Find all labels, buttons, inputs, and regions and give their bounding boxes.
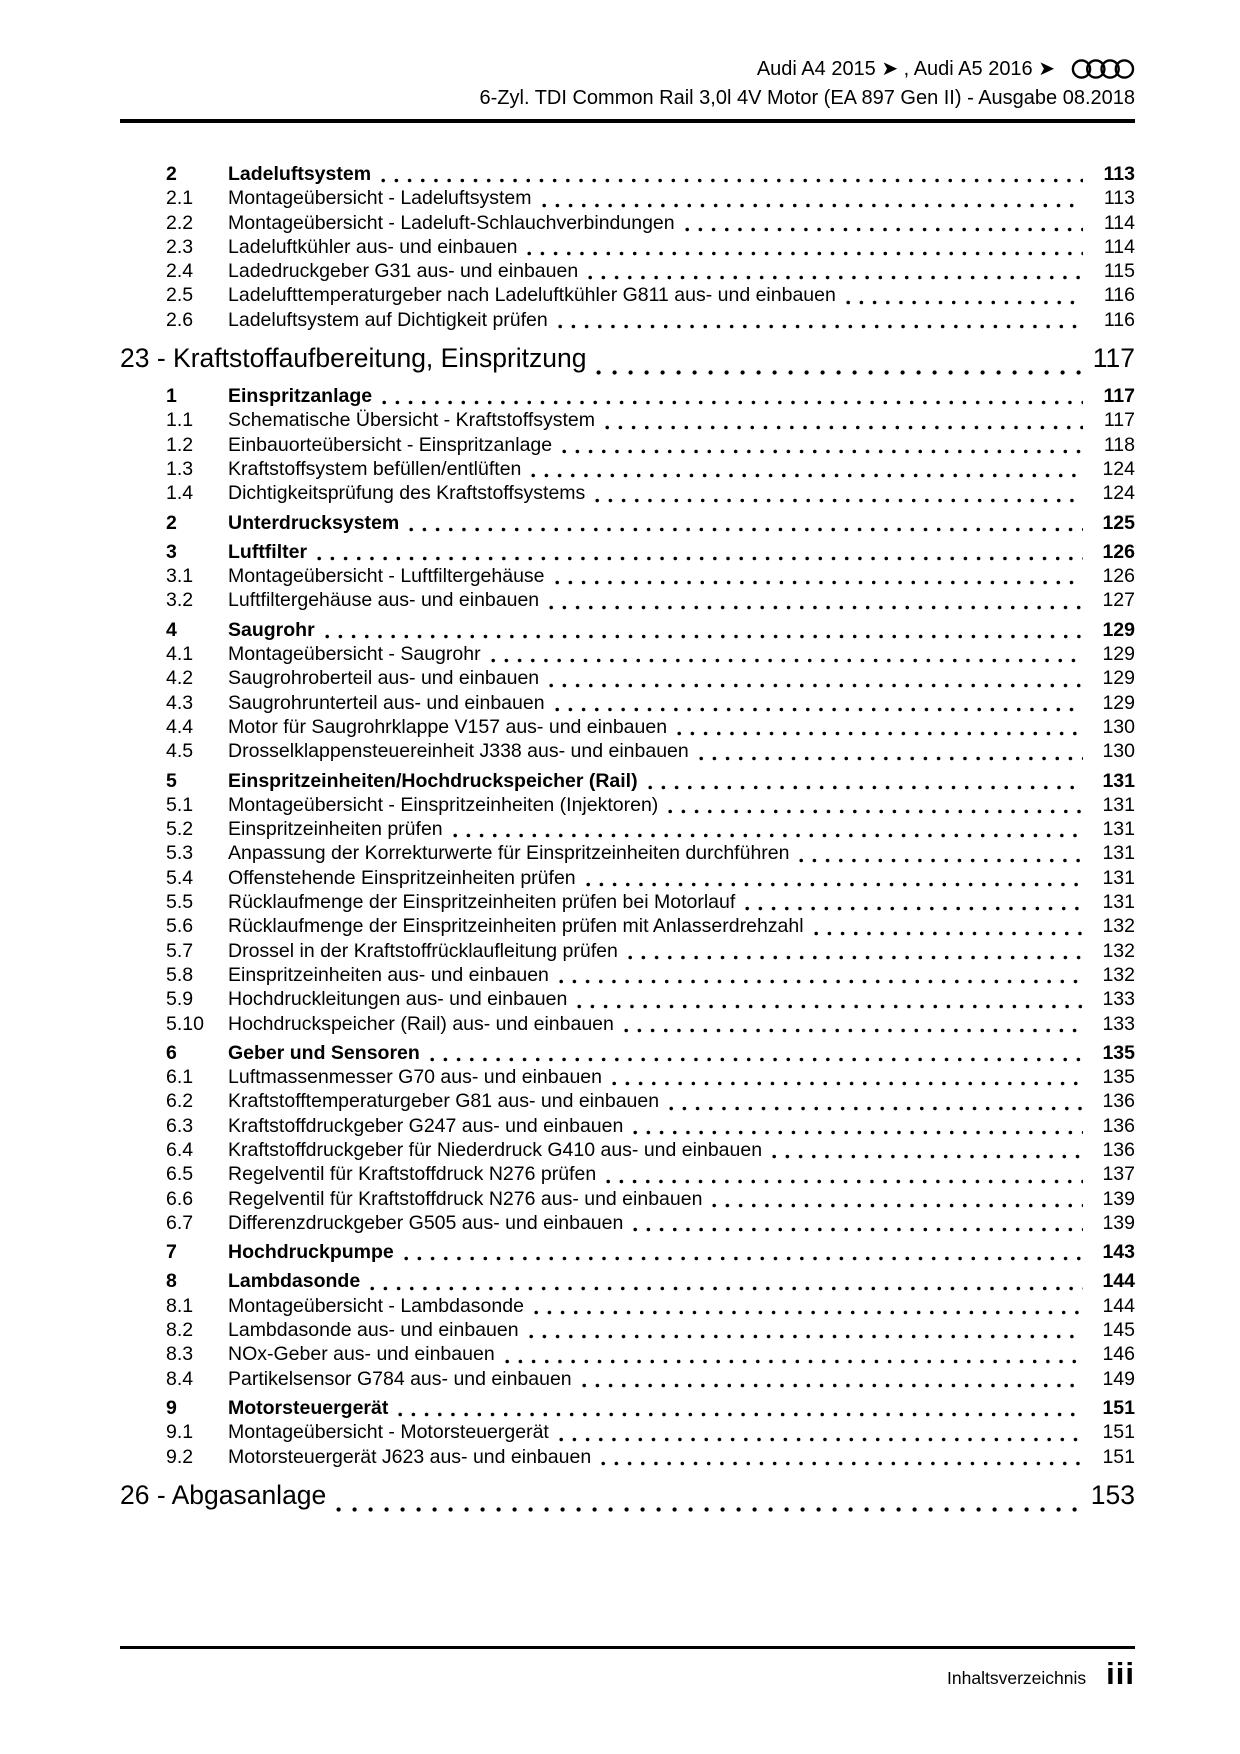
- dot-leader: [404, 1256, 1083, 1261]
- toc-entry-number: 5.2: [166, 818, 194, 841]
- toc-row-4-1: [120, 643, 1135, 667]
- toc-page-number: 113: [1103, 187, 1135, 210]
- toc-page-number: 131: [1102, 866, 1135, 889]
- dot-leader: [559, 979, 1083, 984]
- dot-leader: [772, 1154, 1083, 1159]
- toc-entry-number: 5.4: [166, 866, 194, 889]
- toc-list: [120, 126, 1135, 1521]
- toc-entry-title: Saugrohr: [228, 618, 315, 641]
- toc-entry-number: 9: [166, 1396, 177, 1419]
- toc-page-number: 131: [1102, 891, 1135, 914]
- dot-leader: [846, 300, 1083, 305]
- toc-row-6-6: [120, 1188, 1135, 1212]
- toc-entry-title: Kraftstofftemperaturgeber G81 aus- und einbauen: [228, 1090, 660, 1113]
- toc-row-9-2: [120, 1446, 1135, 1470]
- dot-leader: [582, 1383, 1083, 1388]
- dot-leader: [398, 1412, 1083, 1417]
- toc-entry-title: Motor für Saugrohrklappe V157 aus- und einbauen: [228, 715, 668, 738]
- toc-page-number: 151: [1102, 1445, 1135, 1468]
- toc-entry-title: Montageübersicht - Motorsteuergerät: [228, 1421, 549, 1444]
- toc-row-23: [120, 343, 1135, 380]
- toc-entry-number: 2.3: [166, 235, 194, 258]
- toc-entry-title: Kraftstoffdruckgeber G247 aus- und einbauen: [228, 1114, 624, 1137]
- toc-entry-title: Partikelsensor G784 aus- und einbauen: [228, 1367, 572, 1390]
- dot-leader: [409, 527, 1083, 532]
- toc-entry-title: Montageübersicht - Ladeluftsystem: [228, 187, 532, 210]
- toc-row-6: [120, 1042, 1135, 1066]
- toc-page-number: 144: [1102, 1294, 1135, 1317]
- toc-row-5-5: [120, 891, 1135, 915]
- dot-leader: [505, 1359, 1083, 1364]
- toc-entry-number: 6.7: [166, 1211, 194, 1234]
- toc-entry-number: 5.5: [166, 891, 194, 914]
- toc-page-number: 131: [1102, 842, 1135, 865]
- toc-row-2-1: [120, 187, 1135, 211]
- toc-entry-title: Rücklaufmenge der Einspritzeinheiten prüfen mit Anlasserdrehzahl: [228, 915, 804, 938]
- toc-entry-number: 4.2: [166, 667, 194, 690]
- toc-entry-title: Montageübersicht - Einspritzeinheiten (Injektoren): [228, 793, 659, 816]
- toc-page-number: 143: [1102, 1241, 1135, 1264]
- dot-leader: [699, 756, 1083, 761]
- toc-row-1-3: [120, 458, 1135, 482]
- toc-entry-title: Montageübersicht - Ladeluft-Schlauchverbindungen: [228, 211, 675, 234]
- toc-row-3: [120, 541, 1135, 565]
- toc-entry-number: 2.6: [166, 308, 194, 331]
- toc-entry-number: 1.1: [166, 409, 194, 432]
- toc-entry-number: 2: [166, 511, 177, 534]
- toc-entry-title: Kraftstoffdruckgeber für Niederdruck G410 aus- und einbauen: [228, 1138, 763, 1161]
- toc-row-8-2: [120, 1319, 1135, 1343]
- dot-leader: [325, 634, 1083, 639]
- toc-row-26: [120, 1480, 1135, 1517]
- toc-row-6-4: [120, 1139, 1135, 1163]
- dot-leader: [633, 1130, 1083, 1135]
- toc-entry-title: Luftfiltergehäuse aus- und einbauen: [228, 589, 540, 612]
- dot-leader: [612, 1081, 1083, 1086]
- toc-entry-number: 5.8: [166, 963, 194, 986]
- toc-row-8-4: [120, 1368, 1135, 1392]
- toc-entry-number: 2.4: [166, 260, 194, 283]
- toc-entry-number: 5.7: [166, 939, 194, 962]
- toc-page-number: 132: [1102, 963, 1135, 986]
- toc-page-number: 126: [1102, 565, 1135, 588]
- toc-row-2-3: [120, 236, 1135, 260]
- toc-row-4-4: [120, 716, 1135, 740]
- toc-entry-number: 1: [166, 385, 177, 408]
- toc-row-7: [120, 1241, 1135, 1265]
- toc-page-number: 127: [1102, 589, 1135, 612]
- toc-row-5-1: [120, 794, 1135, 818]
- toc-row-4: [120, 619, 1135, 643]
- toc-entry-title: Hochdruckleitungen aus- und einbauen: [228, 988, 568, 1011]
- dot-leader: [542, 203, 1084, 208]
- toc-page-number: 149: [1102, 1367, 1135, 1390]
- toc-page-number: 114: [1103, 235, 1135, 258]
- dot-leader: [712, 1203, 1083, 1208]
- dot-leader: [586, 882, 1083, 887]
- dot-leader: [677, 731, 1083, 736]
- toc-entry-number: 4.3: [166, 691, 194, 714]
- toc-row-5-3: [120, 842, 1135, 866]
- toc-entry-number: 6.1: [166, 1066, 194, 1089]
- toc-entry-number: 3.1: [166, 565, 194, 588]
- header-rule: [120, 119, 1135, 123]
- toc-entry-title: Ladeluftsystem auf Dichtigkeit prüfen: [228, 308, 548, 331]
- toc-row-5: [120, 770, 1135, 794]
- toc-page-number: 139: [1102, 1211, 1135, 1234]
- toc-row-2-5: [120, 284, 1135, 308]
- toc-row-1: [120, 385, 1135, 409]
- toc-entry-title: Regelventil für Kraftstoffdruck N276 aus- und einbauen: [228, 1187, 703, 1210]
- toc-entry-title: Luftfilter: [228, 540, 308, 563]
- toc-entry-number: 8.4: [166, 1367, 194, 1390]
- toc-entry-title: Montageübersicht - Lambdasonde: [228, 1294, 524, 1317]
- toc-page-number: 115: [1103, 260, 1135, 283]
- dot-leader: [799, 858, 1083, 863]
- dot-leader: [555, 707, 1083, 712]
- toc-page-number: 117: [1092, 343, 1135, 374]
- toc-entry-title: Rücklaufmenge der Einspritzeinheiten prüfen bei Motorlauf: [228, 891, 736, 914]
- toc-page-number: 135: [1102, 1041, 1135, 1064]
- toc-entry-title: Einbauorteübersicht - Einspritzanlage: [228, 433, 553, 456]
- dot-leader: [430, 1057, 1083, 1062]
- dot-leader: [370, 1286, 1083, 1291]
- toc-row-2-4: [120, 260, 1135, 284]
- toc-entry-number: 5.6: [166, 915, 194, 938]
- toc-entry-title: Hochdruckspeicher (Rail) aus- und einbauen: [228, 1012, 614, 1035]
- toc-entry-title: Einspritzeinheiten/Hochdruckspeicher (Rail): [228, 769, 638, 792]
- toc-page-number: 153: [1090, 1479, 1135, 1510]
- toc-entry-number: 6: [166, 1041, 177, 1064]
- dot-leader: [549, 605, 1083, 610]
- toc-entry-number: 5.3: [166, 842, 194, 865]
- dot-leader: [527, 251, 1083, 256]
- toc-entry-number: 4.4: [166, 715, 194, 738]
- toc-page-number: 129: [1102, 643, 1135, 666]
- toc-entry-title: Offenstehende Einspritzeinheiten prüfen: [228, 866, 576, 889]
- toc-entry-number: 6.2: [166, 1090, 194, 1113]
- toc-entry-title: Differenzdruckgeber G505 aus- und einbauen: [228, 1211, 624, 1234]
- toc-row-8-1: [120, 1295, 1135, 1319]
- toc-page-number: 133: [1102, 988, 1135, 1011]
- page-header: [120, 0, 1135, 123]
- models-text: Audi A4 2015 ➤ , Audi A5 2016 ➤: [756, 58, 1055, 80]
- dot-leader: [814, 931, 1083, 936]
- toc-entry-title: Drossel in der Kraftstoffrücklaufleitung prüfen: [228, 939, 618, 962]
- dot-leader: [577, 1004, 1083, 1009]
- dot-leader: [559, 1437, 1083, 1442]
- toc-row-5-9: [120, 988, 1135, 1012]
- dot-leader: [562, 449, 1083, 454]
- toc-row-2: [120, 163, 1135, 187]
- toc-entry-title: Schematische Übersicht - Kraftstoffsystem: [228, 409, 596, 432]
- toc-page-number: 136: [1102, 1090, 1135, 1113]
- toc-chapter-title: 23 - Kraftstoffaufbereitung, Einspritzung: [120, 343, 587, 374]
- toc-page-number: 116: [1103, 284, 1135, 307]
- toc-page-number: 151: [1102, 1421, 1135, 1444]
- toc-page-number: 151: [1102, 1396, 1135, 1419]
- toc-entry-title: Saugrohroberteil aus- und einbauen: [228, 667, 540, 690]
- toc-row-2-6: [120, 309, 1135, 333]
- toc-row-9: [120, 1397, 1135, 1421]
- toc-entry-title: Regelventil für Kraftstoffdruck N276 prüfen: [228, 1163, 597, 1186]
- toc-page-number: 124: [1102, 457, 1135, 480]
- toc-row-1-2: [120, 434, 1135, 458]
- toc-entry-number: 5.10: [166, 1012, 204, 1035]
- toc-page-number: 129: [1102, 618, 1135, 641]
- page-footer: [947, 1656, 1135, 1692]
- dot-leader: [529, 1334, 1083, 1339]
- dot-leader: [558, 324, 1083, 329]
- toc-entry-title: Lambdasonde: [228, 1270, 361, 1293]
- toc-entry-title: Montageübersicht - Luftfiltergehäuse: [228, 565, 545, 588]
- toc-row-2: [120, 512, 1135, 536]
- toc-entry-number: 3.2: [166, 589, 194, 612]
- header-subtitle: 6-Zyl. TDI Common Rail 3,0l 4V Motor (EA 897 Gen II) - Ausgabe 08.2018: [479, 87, 1135, 109]
- dot-leader: [534, 1310, 1083, 1315]
- toc-entry-title: Dichtigkeitsprüfung des Kraftstoffsystems: [228, 482, 586, 505]
- toc-row-6-5: [120, 1163, 1135, 1187]
- toc-entry-title: Einspritzeinheiten aus- und einbauen: [228, 963, 549, 986]
- dot-leader: [336, 1507, 1083, 1512]
- toc-page-number: 132: [1102, 915, 1135, 938]
- toc-entry-title: Einspritzanlage: [228, 385, 373, 408]
- toc-row-5-4: [120, 867, 1135, 891]
- footer-rule: [120, 1646, 1135, 1649]
- toc-entry-title: Ladeluftkühler aus- und einbauen: [228, 235, 518, 258]
- dot-leader: [596, 370, 1083, 375]
- toc-entry-number: 1.4: [166, 482, 194, 505]
- toc-page-number: 116: [1103, 308, 1135, 331]
- toc-page-number: 125: [1102, 511, 1135, 534]
- dot-leader: [317, 556, 1083, 561]
- toc-page-number: 129: [1102, 691, 1135, 714]
- toc-entry-title: Motorsteuergerät J623 aus- und einbauen: [228, 1445, 592, 1468]
- toc-entry-title: Drosselklappensteuereinheit J338 aus- und einbauen: [228, 740, 689, 763]
- toc-page-number: 139: [1102, 1187, 1135, 1210]
- toc-row-1-1: [120, 409, 1135, 433]
- toc-page-number: 132: [1102, 939, 1135, 962]
- toc-page-number: 117: [1103, 385, 1135, 408]
- toc-entry-number: 6.6: [166, 1187, 194, 1210]
- dot-leader: [669, 1106, 1083, 1111]
- toc-entry-number: 6.3: [166, 1114, 194, 1137]
- toc-entry-number: 2.5: [166, 284, 194, 307]
- toc-page-number: 144: [1102, 1270, 1135, 1293]
- dot-leader: [531, 473, 1083, 478]
- toc-page-number: 117: [1103, 409, 1135, 432]
- toc-page-number: 137: [1102, 1163, 1135, 1186]
- toc-entry-title: Einspritzeinheiten prüfen: [228, 818, 443, 841]
- toc-row-5-6: [120, 915, 1135, 939]
- toc-page-number: 130: [1102, 740, 1135, 763]
- toc-row-5-8: [120, 964, 1135, 988]
- toc-entry-title: Lambdasonde aus- und einbauen: [228, 1319, 519, 1342]
- toc-page-number: 114: [1103, 211, 1135, 234]
- dot-leader: [624, 1028, 1083, 1033]
- toc-entry-title: Saugrohrunterteil aus- und einbauen: [228, 691, 545, 714]
- toc-page-number: 146: [1102, 1343, 1135, 1366]
- toc-row-5-7: [120, 940, 1135, 964]
- toc-row-9-1: [120, 1421, 1135, 1445]
- toc-row-6-2: [120, 1090, 1135, 1114]
- toc-entry-title: Ladeluftsystem: [228, 163, 372, 185]
- dot-leader: [628, 955, 1083, 960]
- toc-row-8: [120, 1270, 1135, 1294]
- toc-page-number: 135: [1102, 1066, 1135, 1089]
- toc-entry-title: Anpassung der Korrekturwerte für Einspritzeinheiten durchführen: [228, 842, 790, 865]
- toc-row-2-2: [120, 212, 1135, 236]
- toc-row-8-3: [120, 1343, 1135, 1367]
- toc-entry-title: Hochdruckpumpe: [228, 1241, 394, 1264]
- toc-row-4-5: [120, 740, 1135, 764]
- toc-entry-number: 1.2: [166, 433, 194, 456]
- toc-entry-number: 7: [166, 1241, 177, 1264]
- dot-leader: [595, 498, 1083, 503]
- footer-page-number: iii: [1106, 1656, 1135, 1691]
- toc-entry-number: 5.9: [166, 988, 194, 1011]
- toc-page-number: 118: [1103, 433, 1135, 456]
- toc-row-1-4: [120, 482, 1135, 506]
- toc-entry-number: 3: [166, 540, 177, 563]
- toc-entry-number: 1.3: [166, 457, 194, 480]
- dot-leader: [605, 425, 1083, 430]
- toc-page-number: 145: [1102, 1319, 1135, 1342]
- toc-row-6-3: [120, 1115, 1135, 1139]
- toc-entry-number: 2.1: [166, 187, 194, 210]
- toc-row-6-7: [120, 1212, 1135, 1236]
- dot-leader: [601, 1461, 1083, 1466]
- dot-leader: [685, 227, 1083, 232]
- toc-page-number: 124: [1102, 482, 1135, 505]
- dot-leader: [606, 1179, 1083, 1184]
- dot-leader: [555, 580, 1083, 585]
- toc-page-number: 126: [1102, 540, 1135, 563]
- toc-entry-number: 9.2: [166, 1445, 194, 1468]
- toc-entry-title: NOx-Geber aus- und einbauen: [228, 1343, 495, 1366]
- audi-rings-icon: [1071, 58, 1135, 80]
- toc-entry-title: Montageübersicht - Saugrohr: [228, 643, 481, 666]
- toc-page-number: 130: [1102, 715, 1135, 738]
- toc-page-number: 136: [1102, 1114, 1135, 1137]
- toc-entry-number: 4: [166, 618, 177, 641]
- dot-leader: [453, 833, 1083, 838]
- toc-entry-number: 5.1: [166, 793, 194, 816]
- dot-leader: [491, 658, 1083, 663]
- toc-entry-title: Motorsteuergerät: [228, 1396, 389, 1419]
- toc-row-5-2: [120, 818, 1135, 842]
- toc-entry-number: 6.4: [166, 1138, 194, 1161]
- dot-leader: [648, 785, 1083, 790]
- dot-leader: [549, 683, 1083, 688]
- toc-entry-number: 8: [166, 1270, 177, 1293]
- toc-entry-number: 4.1: [166, 643, 194, 666]
- toc-page-number: 131: [1102, 793, 1135, 816]
- dot-leader: [668, 809, 1083, 814]
- toc-row-5-10: [120, 1013, 1135, 1037]
- toc-page-number: 113: [1103, 163, 1135, 185]
- toc-entry-title: Ladedruckgeber G31 aus- und einbauen: [228, 260, 579, 283]
- toc-entry-number: 2.2: [166, 211, 194, 234]
- dot-leader: [382, 400, 1083, 405]
- toc-entry-number: 6.5: [166, 1163, 194, 1186]
- dot-leader: [745, 906, 1083, 911]
- toc-entry-title: Geber und Sensoren: [228, 1041, 420, 1064]
- toc-entry-title: Ladelufttemperaturgeber nach Ladeluftkühler G811 aus- und einbauen: [228, 284, 836, 307]
- toc-row-4-3: [120, 692, 1135, 716]
- dot-leader: [633, 1227, 1083, 1232]
- toc-entry-number: 8.2: [166, 1319, 194, 1342]
- toc-entry-title: Kraftstoffsystem befüllen/entlüften: [228, 457, 522, 480]
- toc-entry-number: 5: [166, 769, 177, 792]
- toc-page-number: 129: [1102, 667, 1135, 690]
- toc-entry-number: 8.1: [166, 1294, 194, 1317]
- toc-entry-number: 4.5: [166, 740, 194, 763]
- footer-label: Inhaltsverzeichnis: [947, 1668, 1087, 1688]
- toc-entry-title: Unterdrucksystem: [228, 511, 400, 534]
- toc-chapter-title: 26 - Abgasanlage: [120, 1479, 327, 1510]
- dot-leader: [381, 178, 1083, 183]
- toc-row-4-2: [120, 667, 1135, 691]
- toc-page-number: 136: [1102, 1138, 1135, 1161]
- toc-entry-number: 9.1: [166, 1421, 194, 1444]
- toc-entry-number: 2: [166, 163, 177, 185]
- toc-entry-number: 8.3: [166, 1343, 194, 1366]
- dot-leader: [588, 275, 1083, 280]
- toc-page-number: 131: [1102, 769, 1135, 792]
- toc-page-number: 131: [1102, 818, 1135, 841]
- toc-row-3-2: [120, 589, 1135, 613]
- toc-entry-title: Luftmassenmesser G70 aus- und einbauen: [228, 1066, 602, 1089]
- toc-row-6-1: [120, 1066, 1135, 1090]
- toc-page-number: 133: [1102, 1012, 1135, 1035]
- header-models-line: [120, 57, 1135, 81]
- toc-row-3-1: [120, 565, 1135, 589]
